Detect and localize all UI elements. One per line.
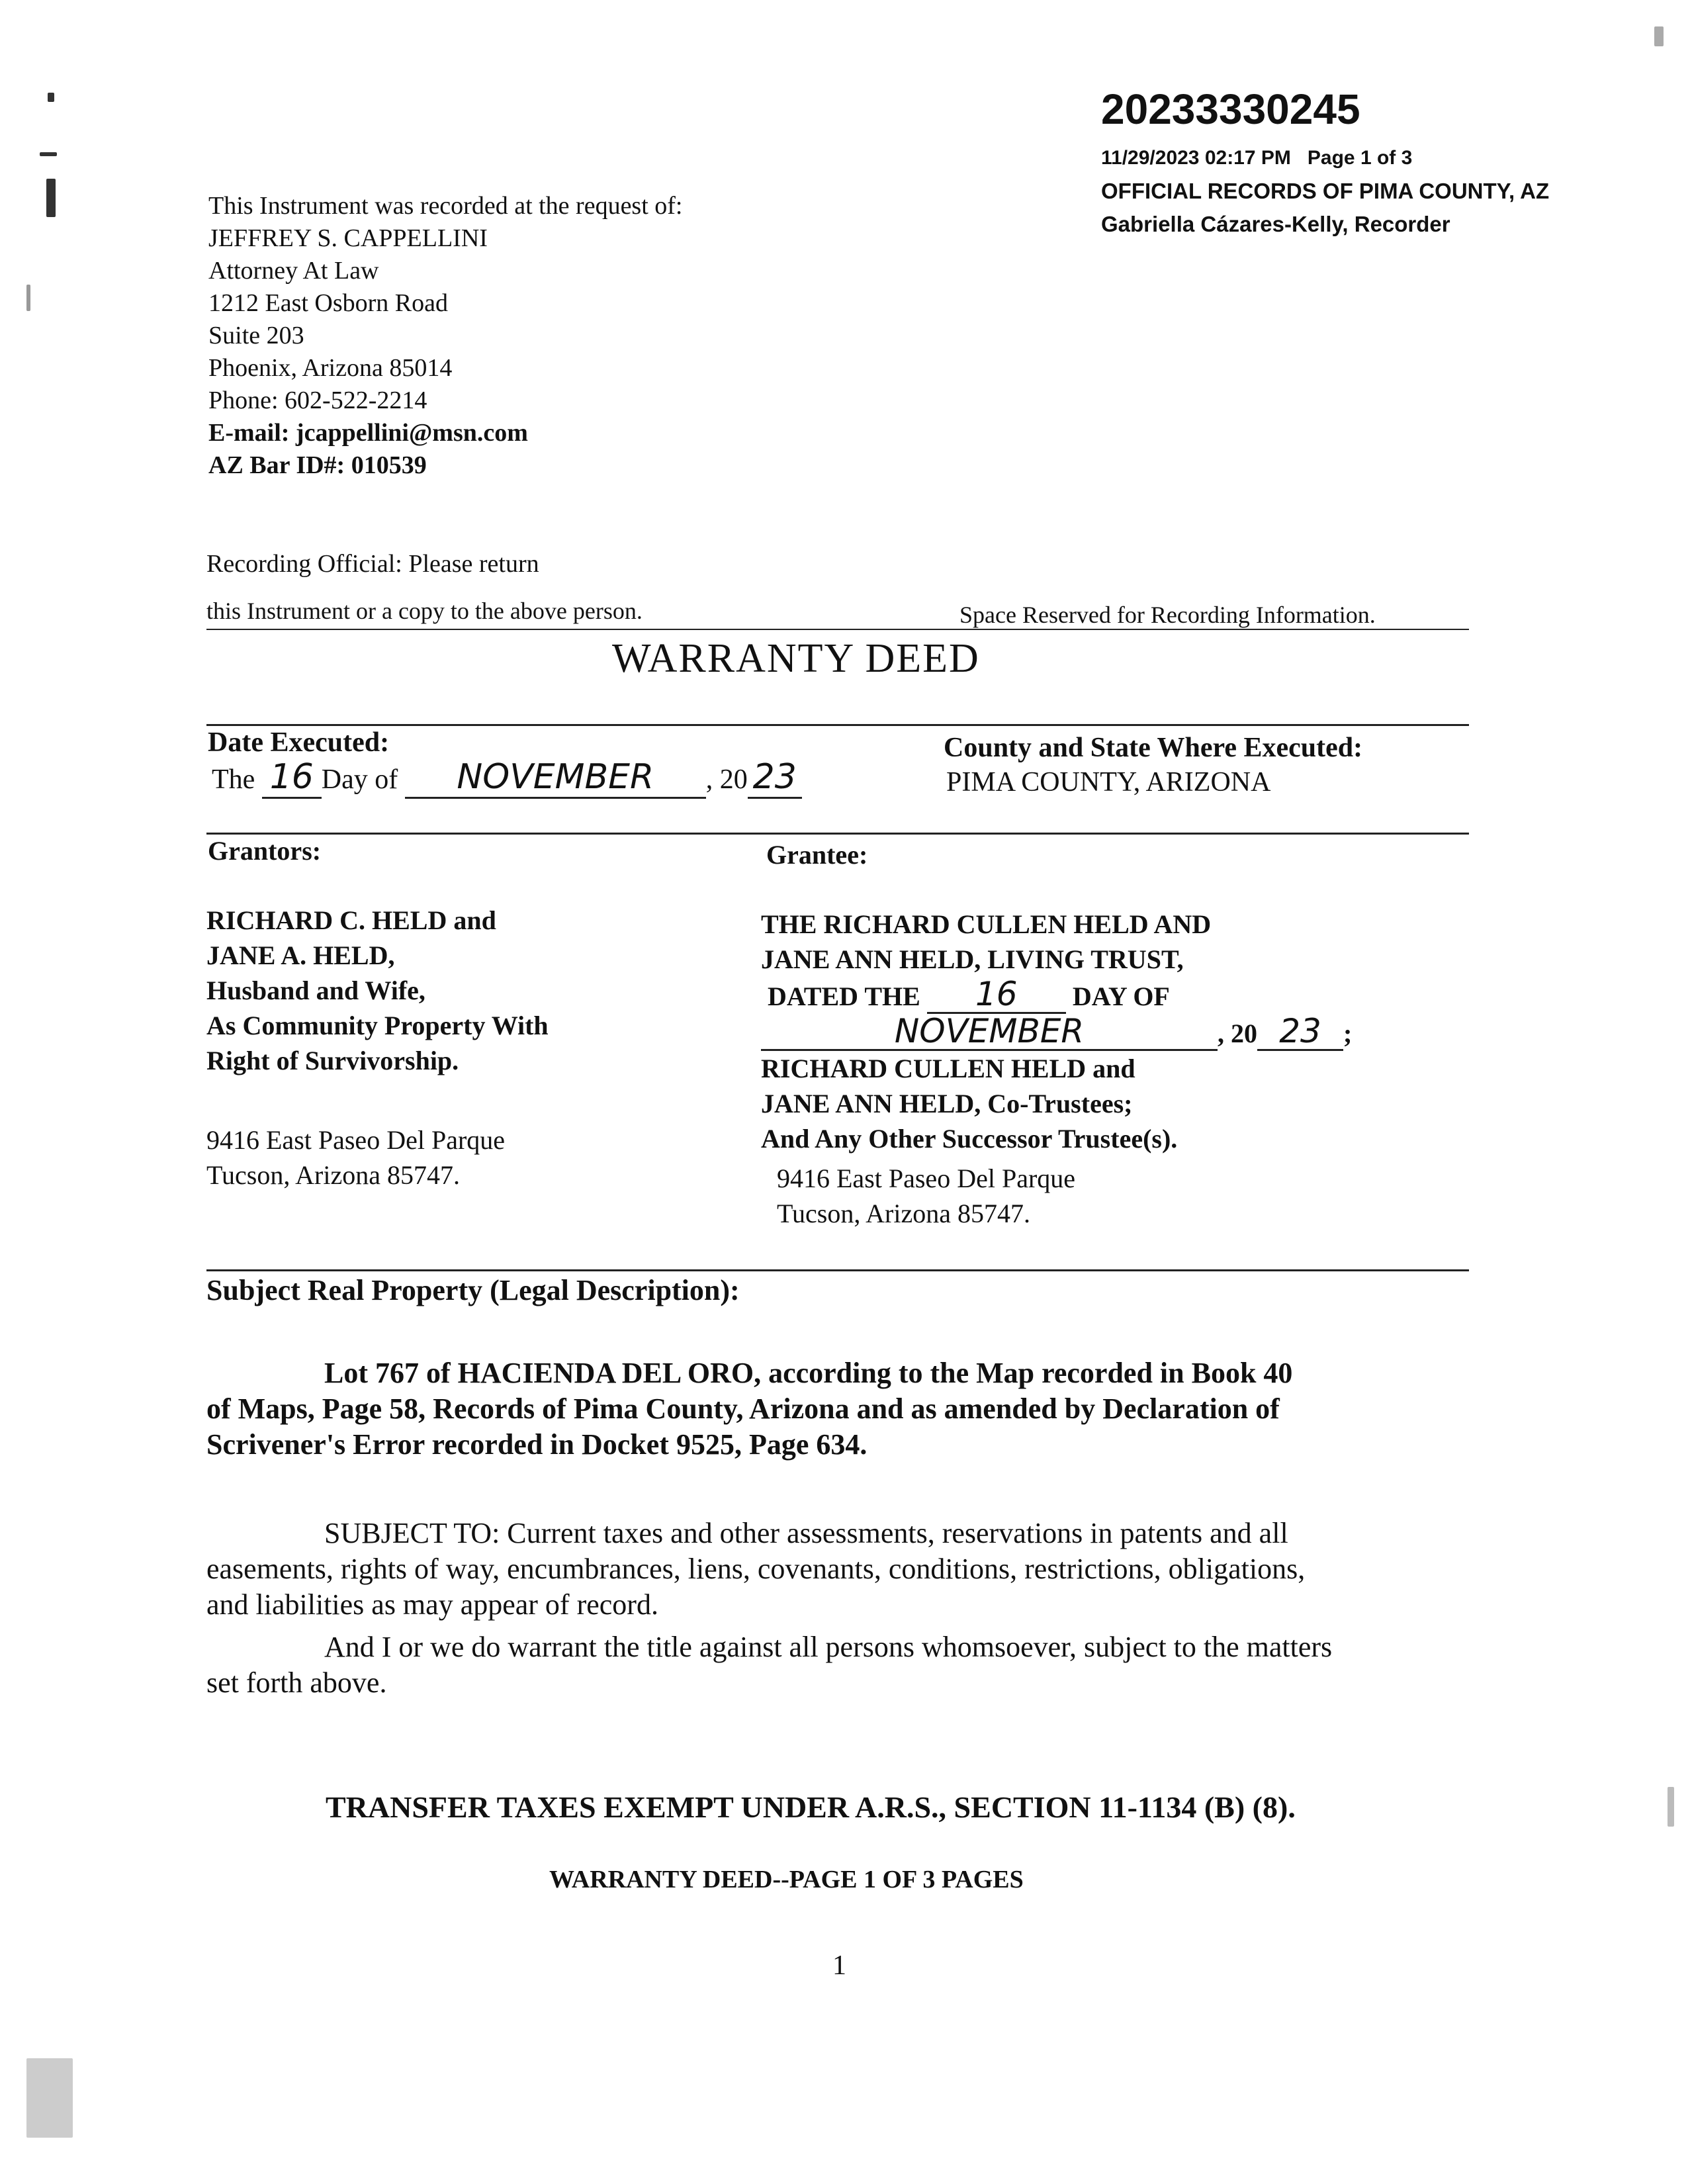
grantor-line: Right of Survivorship. [206, 1046, 459, 1075]
return-note-line1: Recording Official: Please return [206, 550, 539, 578]
recorder-name: Gabriella Cázares-Kelly, Recorder [1101, 212, 1450, 236]
page-label: WARRANTY DEED--PAGE 1 OF 3 PAGES [549, 1866, 1024, 1893]
recording-number: 20233330245 [1101, 85, 1360, 133]
recorded-at: 11/29/2023 02:17 PM [1101, 147, 1291, 169]
month-value: NOVEMBER [405, 757, 706, 799]
page-info: Page 1 of 3 [1307, 147, 1413, 169]
grantor-line: As Community Property With [206, 1011, 549, 1040]
day-value: 16 [262, 757, 322, 799]
date-executed-label: Date Executed: [208, 727, 390, 758]
requester-bar-id: AZ Bar ID#: 010539 [208, 451, 427, 479]
property-label: Subject Real Property (Legal Description): [206, 1274, 740, 1306]
document-title: WARRANTY DEED [612, 636, 980, 681]
grantee-day-value: 16 [927, 977, 1066, 1014]
header-rule [206, 629, 1469, 630]
requester-title: Attorney At Law [208, 257, 379, 285]
grantee-address-line2: Tucson, Arizona 85747. [777, 1199, 1030, 1228]
requester-name: JEFFREY S. CAPPELLINI [208, 224, 488, 252]
grantee-day-of-label: DAY OF [1072, 981, 1170, 1011]
grantor-line: RICHARD C. HELD and [206, 905, 496, 935]
parties-rule [206, 1269, 1469, 1271]
warrant-clause [206, 1629, 1332, 1701]
subject-line: and liabilities as may appear of record. [206, 1588, 658, 1621]
requester-intro: This Instrument was recorded at the request of: [208, 192, 683, 220]
grantors-names [206, 903, 549, 1078]
grantee-line1: THE RICHARD CULLEN HELD AND [761, 909, 1212, 939]
grantee-line2: JANE ANN HELD, LIVING TRUST, [761, 944, 1184, 974]
transfer-tax-exemption: TRANSFER TAXES EXEMPT UNDER A.R.S., SECTION 11-1134 (B) (8). [326, 1790, 1296, 1824]
grantee-dated-line [761, 977, 1352, 1014]
grantor-address-line2: Tucson, Arizona 85747. [206, 1160, 460, 1190]
legal-line: Scrivener's Error recorded in Docket 9525, Page 634. [206, 1428, 867, 1461]
year-prefix: , 20 [705, 764, 748, 795]
warrant-line: And I or we do warrant the title against all persons whomsoever, subject to the matters [324, 1631, 1333, 1663]
requester-city: Phoenix, Arizona 85014 [208, 354, 453, 382]
year-value: 23 [748, 757, 802, 799]
requester-phone: Phone: 602-522-2214 [208, 387, 427, 414]
the-label: The [212, 764, 255, 795]
grantee-names [761, 907, 1352, 1156]
grantee-address-line1: 9416 East Paseo Del Parque [777, 1163, 1076, 1193]
requester-suite: Suite 203 [208, 322, 304, 349]
return-note-line2: this Instrument or a copy to the above person. [206, 598, 643, 624]
subject-line: easements, rights of way, encumbrances, liens, covenants, conditions, restrictions, obligations, [206, 1553, 1306, 1585]
grantee-year-prefix: , 20 [1218, 1019, 1257, 1048]
subject-line: SUBJECT TO: Current taxes and other assessments, reservations in patents and all [324, 1517, 1288, 1549]
grantee-line5: RICHARD CULLEN HELD and [761, 1054, 1135, 1083]
grantee-address [777, 1161, 1075, 1231]
execution-rule [206, 833, 1469, 835]
grantee-month-value: NOVEMBER [761, 1014, 1218, 1051]
space-reserved-label: Space Reserved for Recording Information. [959, 602, 1376, 628]
grantor-line: JANE A. HELD, [206, 940, 395, 970]
legal-line: of Maps, Page 58, Records of Pima County, Arizona and as amended by Declaration of [206, 1392, 1280, 1425]
county-executed-label: County and State Where Executed: [944, 733, 1363, 763]
page-number: 1 [832, 1950, 846, 1981]
grantee-label: Grantee: [766, 840, 868, 870]
day-of-label: Day of [321, 764, 398, 795]
title-rule [206, 724, 1469, 726]
grantee-year-value: 23 [1257, 1014, 1343, 1051]
grantee-line7: And Any Other Successor Trustee(s). [761, 1124, 1178, 1154]
recording-timestamp [1101, 147, 1412, 169]
legal-line: Lot 767 of HACIENDA DEL ORO, according to the Map recorded in Book 40 [324, 1357, 1293, 1389]
grantor-address-line1: 9416 East Paseo Del Parque [206, 1125, 506, 1155]
grantor-line: Husband and Wife, [206, 976, 425, 1005]
warrant-line: set forth above. [206, 1666, 387, 1699]
requester-email: E-mail: jcappellini@msn.com [208, 419, 528, 447]
requester-street: 1212 East Osborn Road [208, 289, 449, 317]
subject-to-clause [206, 1516, 1305, 1623]
legal-description [206, 1355, 1292, 1463]
grantee-line6: JANE ANN HELD, Co-Trustees; [761, 1089, 1133, 1118]
official-records: OFFICIAL RECORDS OF PIMA COUNTY, AZ [1101, 179, 1550, 203]
grantors-address [206, 1122, 505, 1193]
dated-the-label: DATED THE [768, 981, 920, 1011]
grantee-month-line [761, 1014, 1352, 1051]
county-executed-value: PIMA COUNTY, ARIZONA [946, 767, 1271, 797]
requester-block [208, 190, 683, 482]
grantee-semicolon: ; [1343, 1019, 1353, 1048]
date-executed-line [212, 757, 802, 799]
grantors-label: Grantors: [208, 836, 322, 866]
